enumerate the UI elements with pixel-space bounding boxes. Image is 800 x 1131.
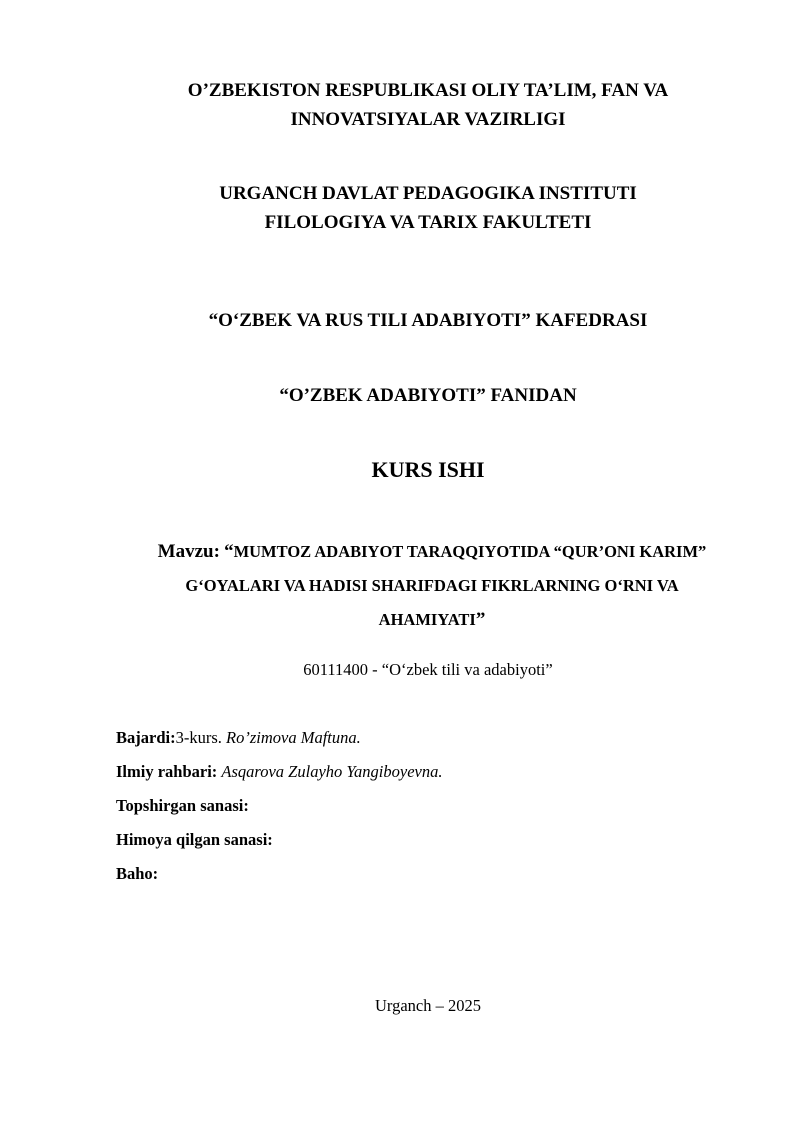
topic-close-quote: ” [475, 609, 486, 630]
topic-block [112, 535, 752, 637]
topic-open-quote: “ [224, 541, 234, 562]
ministry-heading [60, 76, 796, 134]
grade-label: Baho: [116, 864, 159, 883]
supervisor-label: Ilmiy rahbari: [116, 762, 218, 781]
topic-text-line-1: MUMTOZ ADABIYOT TARAQQIYOTIDA “QUR’ONI KARIM” [233, 542, 707, 561]
subject-heading: “O’ZBEK ADABIYOTI” FANIDAN [279, 385, 577, 406]
defense-date-label: Himoya qilgan sanasi: [116, 830, 273, 849]
department-heading: “O‘ZBEK VA RUS TILI ADABIYOTI” KAFEDRASI [208, 310, 648, 331]
performer-label: Bajardi: [116, 728, 176, 747]
city-year: Urganch – 2025 [374, 996, 481, 1015]
topic-label: Mavzu: [157, 541, 220, 562]
defense-date-row [116, 828, 756, 852]
ministry-line-1: O’ZBEKISTON RESPUBLIKASI OLIY TA’LIM, FAN VA [187, 80, 669, 101]
specialty-code: 60111400 - “O‘zbek tili va adabiyoti” [303, 660, 553, 679]
topic-text-line-2: G‘OYALARI VA HADISI SHARIFDAGI FIKRLARNING O‘RNI VA [185, 576, 679, 595]
topic-line-1 [112, 535, 752, 569]
submission-date-row [116, 794, 756, 818]
performer-name: Ro’zimova Maftuna. [226, 728, 361, 747]
ministry-line-2: INNOVATSIYALAR VAZIRLIGI [290, 109, 566, 130]
faculty-line: FILOLOGIYA VA TARIX FAKULTETI [264, 212, 592, 233]
supervisor-name: Asqarova Zulayho Yangiboyevna. [221, 762, 443, 781]
topic-text-line-3: AHAMIYATI [378, 610, 476, 629]
performer-row [116, 726, 756, 750]
institute-line-1: URGANCH DAVLAT PEDAGOGIKA INSTITUTI [219, 183, 637, 204]
topic-line-3 [112, 603, 752, 637]
submission-date-label: Topshirgan sanasi: [116, 796, 249, 815]
document-title: KURS ISHI [371, 457, 485, 482]
performer-course: 3-kurs. [175, 728, 227, 747]
institute-heading [60, 179, 796, 237]
grade-row [116, 862, 756, 886]
supervisor-row [116, 760, 756, 784]
